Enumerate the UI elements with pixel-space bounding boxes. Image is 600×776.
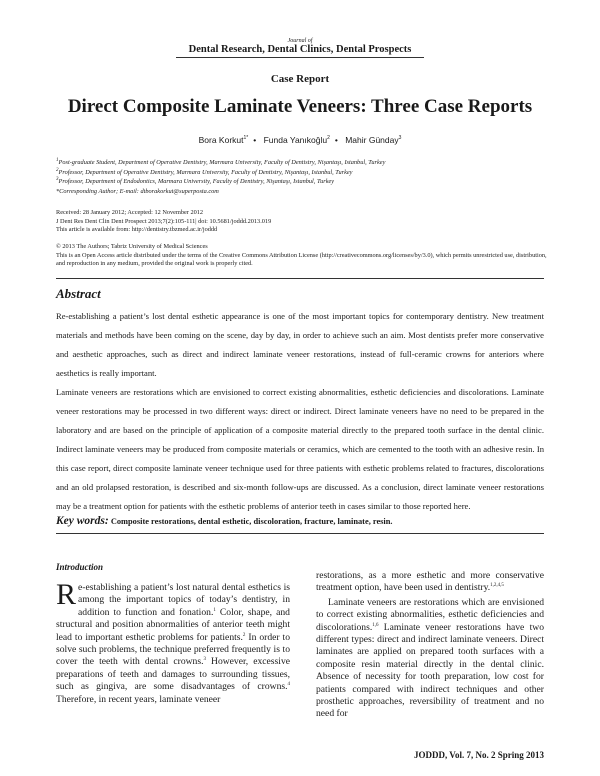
body-paragraph: Re-establishing a patient’s lost natural dental esthetics is among the important topics of today’s dentistry, in addition to function and fonation.$^1$ Color, shape, and structural and position abnormalities of anterior teeth might lead to important esthetic problems for patients.$^2$ In order to solve such problems, the technique preferred frequently is to cover the teeth with dental crowns.$^3$ However, excessive preparations of teeth and damages to surrounding tissues, such as gingiva, are some disadvantages of crowns.$^4$ Therefore, in recent years, laminate veneer xyxy=(56,578,290,705)
article-type: Case Report xyxy=(270,73,330,85)
affiliation-line: $^1$Post-graduate Student, Department of Operative Dentistry, Marmara University, Faculty of Dentistry, Nişantaşı, Istanbul, Turkey xyxy=(56,157,386,166)
copyright-notice xyxy=(56,243,556,269)
body-paragraph: restorations, as a more esthetic and more conservative treatment option, have been used in dentistry.$^{1,2,4,5}$ Laminate veneers are restorations which are envisioned to correct existing abnormalities, esthetic deficiencies and discolorations.$^{1,6}$ Laminate veneer restorations have two different types: direct and indirect laminate veneers. Direct laminates are applied on prepared tooth surfaces with a composite resin material directly in the dental clinic. Absence of necessity for tooth preparation, low cost for patients compared with indirect techniques and other prosthetic approaches, reversibility of treatment and no need for xyxy=(316,570,544,720)
author-list xyxy=(0,135,600,145)
abstract-paragraph: Laminate veneers are restorations which are envisioned to correct existing abnormalities, esthetic deficiencies and discolorations. Laminate veneer restorations may be processed in two different ways: direct or indirect. Direct laminate veneers have no need to be prepared in the laboratory and are based on the principle of application of a composite material directly to the prepared tooth surface in the dental clinic. Indirect laminate veneers may be produced from composite materials or ceramics, which are cemented to the tooth with an adhesive resin. In this case report, direct composite laminate veneer technique used for three patients with esthetic problems related to fractures, discolorations and an old prolapsed restoration, is described and six-month follow-ups are discussed. As a conclusion, direct laminate veneer restorations may be a treatment option for patients with the esthetic problems of anterior teeth in cases similar to those reported here. xyxy=(56,387,544,511)
received-dates: Received: 28 January 2012; Accepted: 12 November 2012 xyxy=(56,209,204,216)
journal-of-label: Journal of xyxy=(287,38,313,44)
introduction-heading: Introduction xyxy=(56,562,104,572)
copyright-line: © 2013 The Authors; Tabriz University of Medical Sciences xyxy=(56,243,208,250)
citation-line: J Dent Res Dent Clin Dent Prospect 2013;7(2):105-111| doi: 10.5681/joddd.2013.019 xyxy=(56,217,272,225)
abstract-paragraph: Re-establishing a patient’s lost dental esthetic appearance is one of the most important topics for contemporary dentistry. New treatment materials and methods have been coming on the scene, day by day, in order to achieve such an aim. Most dentists prefer more conservative and aesthetic approaches, such as direct and indirect laminate veneer restorations, instead of full-ceramic crowns for anteriors where aesthetics is really important. xyxy=(56,311,544,378)
author-name: Funda Yanıkoğlu xyxy=(263,135,328,145)
keywords-label: Key words: xyxy=(56,515,109,527)
author-affiliation-mark: 1* xyxy=(243,135,249,142)
citation-ref: 2 xyxy=(242,632,246,638)
affiliations xyxy=(56,158,556,196)
body-column-right xyxy=(316,570,544,721)
keywords xyxy=(56,515,544,527)
journal-footer: JODDD, Vol. 7, No. 2 Spring 2013 xyxy=(413,750,544,760)
citation-ref: 1,2,4,5 xyxy=(490,583,504,589)
header-divider xyxy=(176,57,424,58)
citation-ref: 3 xyxy=(203,657,206,663)
citation-ref: 1 xyxy=(213,607,216,613)
availability-line: This article is available from: http://dentistry.tbzmed.ac.ir/joddd xyxy=(56,226,218,234)
license-text: This is an Open Access article distributed under the terms of the Creative Commons Attribution License (http://creativecommons.org/licenses/by/3.0), which permits unrestricted use, distribution, and reproduction in any medium, provided the original work is properly cited. xyxy=(56,251,547,268)
author-affiliation-mark: 3 xyxy=(398,135,402,142)
author-separator: • xyxy=(253,135,257,145)
abstract-bottom-divider xyxy=(56,533,544,534)
author-separator: • xyxy=(334,135,338,145)
body-column-left xyxy=(56,562,290,706)
article-title: Direct Composite Laminate Veneers: Three Case Reports xyxy=(67,96,533,117)
author-affiliation-mark: 2 xyxy=(327,135,330,142)
keywords-text: Composite restorations, dental esthetic, discoloration, fracture, laminate, resin. xyxy=(110,517,393,526)
corresponding-author: *Corresponding Author; E-mail: dtborakorkut@superposta.com xyxy=(56,187,219,195)
author-name: Bora Korkut xyxy=(198,135,244,145)
affiliation-line: $^3$Professor, Department of Endodontics, Marmara University, Faculty of Dentistry, Nişantaşı, Istanbul, Turkey xyxy=(56,176,335,185)
affiliation-line: $^2$Professor, Department of Operative Dentistry, Marmara University, Faculty of Dentistry, Nişantaşı, Istanbul, Turkey xyxy=(56,167,353,176)
abstract-heading: Abstract xyxy=(56,286,101,301)
article-meta xyxy=(56,209,556,235)
drop-cap: R xyxy=(56,578,77,611)
citation-ref: 1,6 xyxy=(372,622,379,628)
citation-ref: 4 xyxy=(287,682,290,688)
abstract-top-divider xyxy=(56,278,544,279)
journal-name: Dental Research, Dental Clinics, Dental Prospects xyxy=(188,44,412,55)
author-name: Mahir Günday xyxy=(345,135,399,145)
abstract-body xyxy=(56,307,544,516)
